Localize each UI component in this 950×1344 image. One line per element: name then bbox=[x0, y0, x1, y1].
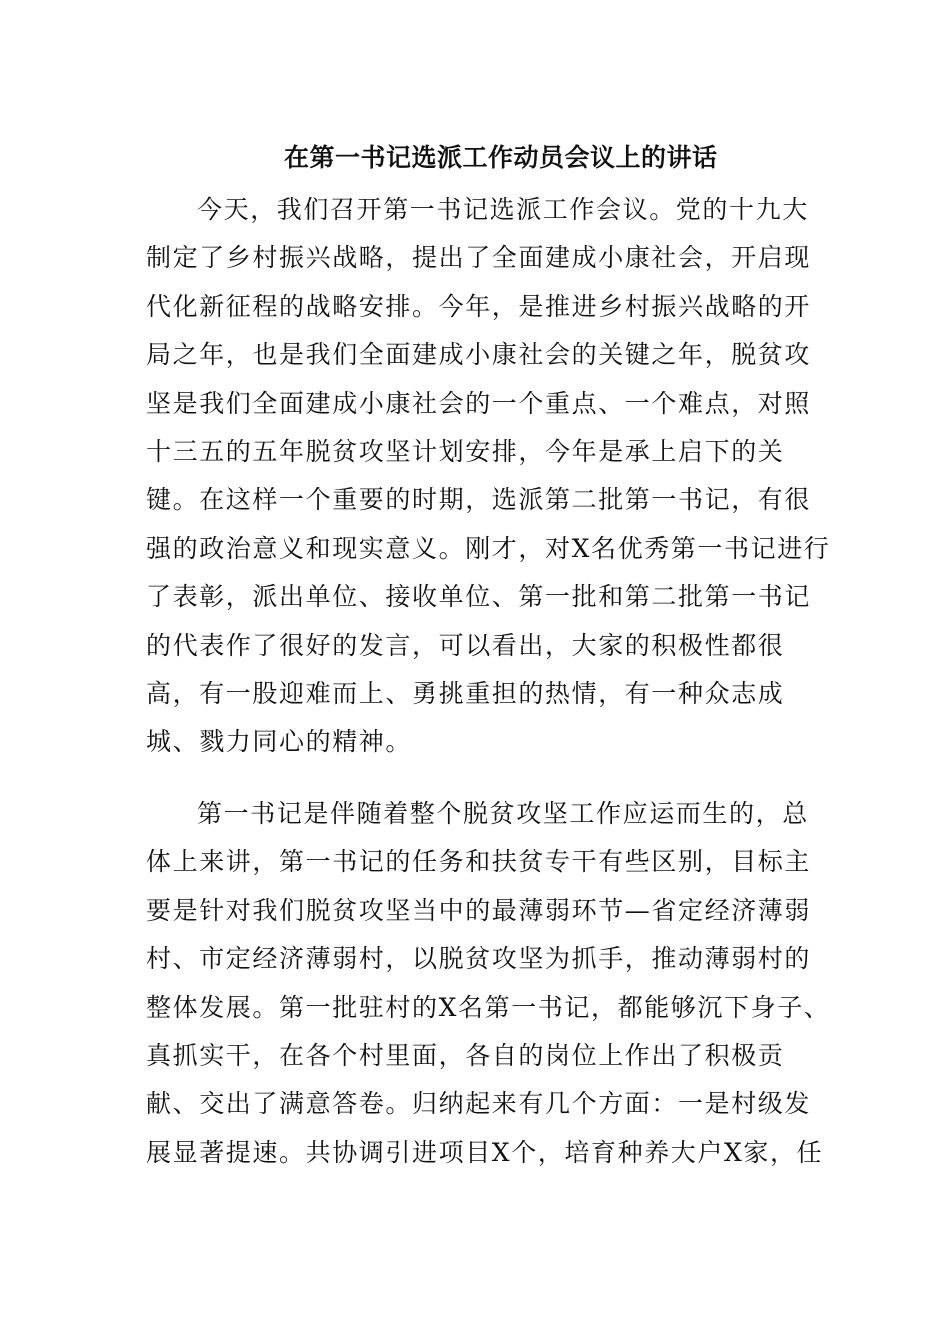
paragraph-line: 体上来讲，第一书记的任务和扶贫专干有些区别，目标主 bbox=[146, 847, 812, 877]
paragraph-line: 村、市定经济薄弱村，以脱贫攻坚为抓手，推动薄弱村的 bbox=[146, 944, 812, 974]
paragraph-line: 代化新征程的战略安排。今年，是推进乡村振兴战略的开 bbox=[146, 291, 812, 321]
paragraph-line: 强的政治意义和现实意义。刚才，对X名优秀第一书记进行 bbox=[146, 533, 831, 563]
paragraph-line: 献、交出了满意答卷。归纳起来有几个方面：一是村级发 bbox=[146, 1089, 812, 1119]
paragraph-line: 的代表作了很好的发言，可以看出，大家的积极性都很 bbox=[146, 630, 785, 660]
paragraph-line: 展显著提速。共协调引进项目X个，培育种养大户X家，任 bbox=[146, 1137, 824, 1167]
paragraph-2 bbox=[146, 790, 831, 1177]
paragraph-line: 要是针对我们脱贫攻坚当中的最薄弱环节—省定经济薄弱 bbox=[146, 895, 812, 925]
paragraph-line: 城、戮力同心的精神。 bbox=[146, 727, 413, 757]
paragraph-line: 第一书记是伴随着整个脱贫攻坚工作应运而生的，总 bbox=[197, 799, 809, 828]
paragraph-line: 十三五的五年脱贫攻坚计划安排，今年是承上启下的关 bbox=[146, 436, 785, 466]
document-title: 在第一书记选派工作动员会议上的讲话 bbox=[284, 143, 718, 172]
paragraph-1 bbox=[146, 186, 831, 767]
paragraph-line: 制定了乡村振兴战略，提出了全面建成小康社会，开启现 bbox=[146, 243, 812, 273]
paragraph-line: 键。在这样一个重要的时期，选派第二批第一书记，有很 bbox=[146, 485, 812, 515]
paragraph-line: 今天，我们召开第一书记选派工作会议。党的十九大 bbox=[197, 195, 809, 224]
paragraph-line: 局之年，也是我们全面建成小康社会的关键之年，脱贫攻 bbox=[146, 340, 812, 370]
paragraph-line: 整体发展。第一批驻村的X名第一书记，都能够沉下身子、 bbox=[146, 992, 831, 1022]
paragraph-line: 高，有一股迎难而上、勇挑重担的热情，有一种众志成 bbox=[146, 678, 785, 708]
paragraph-line: 了表彰，派出单位、接收单位、第一批和第二批第一书记 bbox=[146, 582, 812, 612]
paragraph-line: 真抓实干，在各个村里面，各自的岗位上作出了积极贡 bbox=[146, 1040, 785, 1070]
paragraph-line: 坚是我们全面建成小康社会的一个重点、一个难点，对照 bbox=[146, 388, 812, 418]
